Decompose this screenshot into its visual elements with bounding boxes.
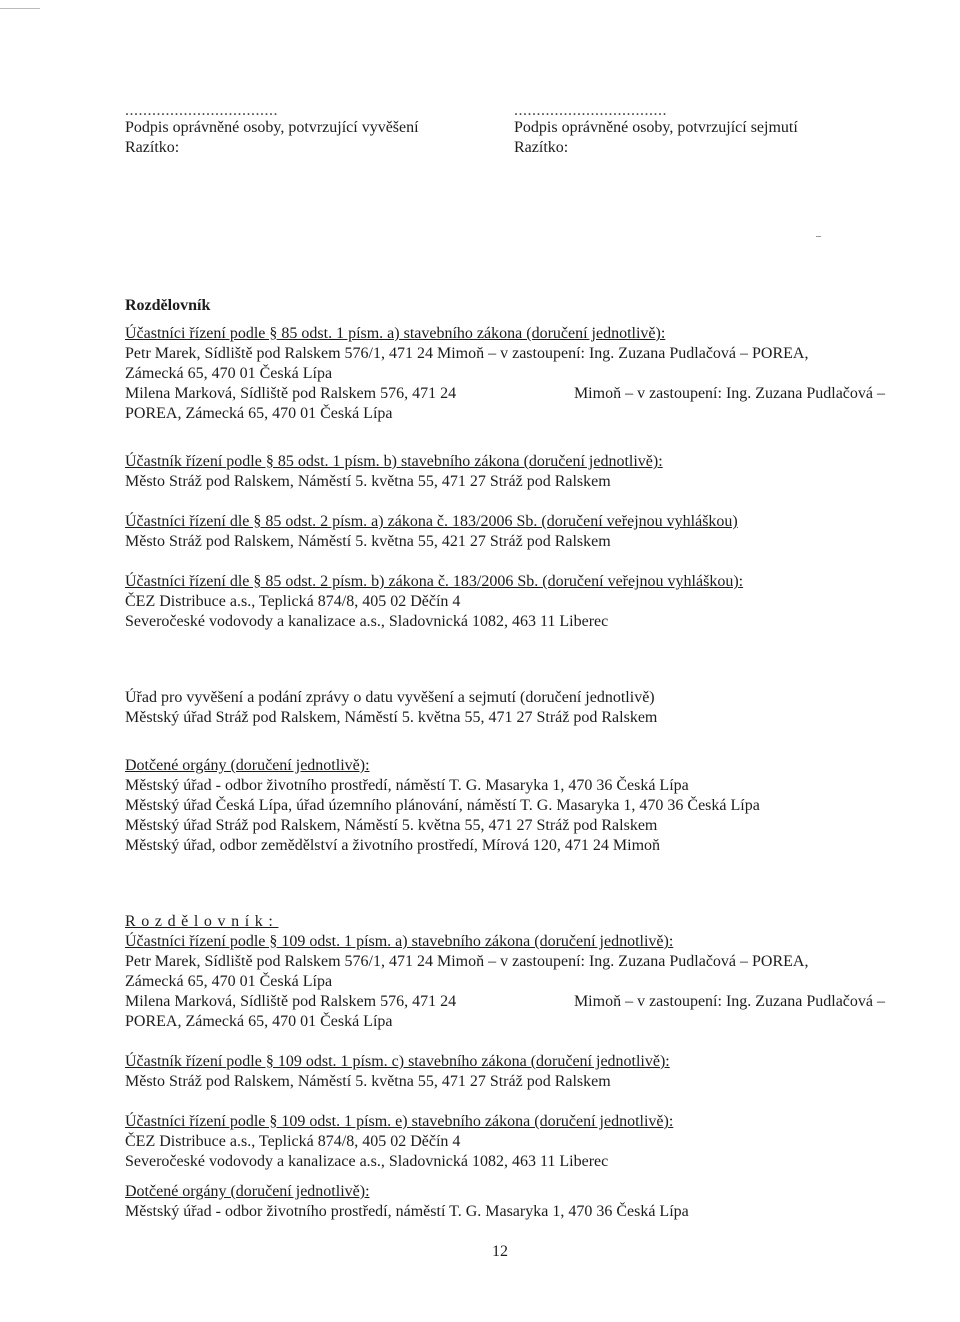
list-item: Městský úřad - odbor životního prostředí, náměstí T. G. Masaryka 1, 470 36 Česká Lípa — [125, 777, 689, 794]
section-affected-authorities — [125, 756, 885, 856]
list-item: Městský úřad Česká Lípa, úřad územního plánování, náměstí T. G. Masaryka 1, 470 36 Česká Lípa — [125, 797, 760, 814]
list-item: POREA, Zámecká 65, 470 01 Česká Lípa — [125, 405, 393, 422]
distribution-list-title: Rozdělovník — [125, 297, 211, 314]
signature-block-removal — [514, 104, 798, 158]
document-body — [125, 296, 885, 1222]
list-item — [125, 992, 885, 1012]
section-heading: Účastník řízení podle § 109 odst. 1 písm. c) stavebního zákona (doručení jednotlivě): — [125, 1053, 670, 1070]
section-heading: Účastník řízení podle § 85 odst. 1 písm. b) stavebního zákona (doručení jednotlivě): — [125, 453, 663, 470]
signature-label: Podpis oprávněné osoby, potvrzující sejmutí — [514, 119, 798, 136]
stamp-label: Razítko: — [514, 139, 569, 156]
list-item: Severočeské vodovody a kanalizace a.s., Sladovnická 1082, 463 11 Liberec — [125, 613, 609, 630]
list-item-part: Milena Marková, Sídliště pod Ralskem 576, 471 24 — [125, 993, 457, 1010]
list-item: ČEZ Distribuce a.s., Teplická 874/8, 405 02 Děčín 4 — [125, 1133, 461, 1150]
section-parties-85-2a — [125, 512, 885, 552]
list-item: Městský úřad, odbor zemědělství a životního prostředí, Mírová 120, 471 24 Mimoň — [125, 837, 661, 854]
list-item: POREA, Zámecká 65, 470 01 Česká Lípa — [125, 1013, 393, 1030]
scan-mark — [816, 236, 821, 237]
scan-edge-line — [0, 8, 40, 9]
section-affected-authorities-2 — [125, 1182, 885, 1222]
section-heading: Účastníci řízení podle § 85 odst. 1 písm. a) stavebního zákona (doručení jednotlivě): — [125, 325, 666, 342]
list-item: Městský úřad - odbor životního prostředí, náměstí T. G. Masaryka 1, 470 36 Česká Lípa — [125, 1203, 689, 1220]
section-heading: Účastníci řízení podle § 109 odst. 1 písm. e) stavebního zákona (doručení jednotlivě): — [125, 1113, 674, 1130]
list-item-part: Milena Marková, Sídliště pod Ralskem 576, 471 24 — [125, 385, 457, 402]
section-parties-85-2b — [125, 572, 885, 632]
list-item: Město Stráž pod Ralskem, Náměstí 5. května 55, 421 27 Stráž pod Ralskem — [125, 533, 611, 550]
section-party-85-1b — [125, 452, 885, 492]
signature-label: Podpis oprávněné osoby, potvrzující vyvěšení — [125, 119, 419, 136]
list-item: Severočeské vodovody a kanalizace a.s., Sladovnická 1082, 463 11 Liberec — [125, 1153, 609, 1170]
list-item: Městský úřad Stráž pod Ralskem, Náměstí 5. května 55, 471 27 Stráž pod Ralskem — [125, 709, 658, 726]
list-item: ČEZ Distribuce a.s., Teplická 874/8, 405 02 Děčín 4 — [125, 593, 461, 610]
signature-dots: .................................. — [514, 102, 667, 119]
section-parties-109-1e — [125, 1112, 885, 1172]
signature-block-posting — [125, 104, 419, 158]
list-item: Petr Marek, Sídliště pod Ralskem 576/1, 471 24 Mimoň – v zastoupení: Ing. Zuzana Pudlačová – POREA, — [125, 953, 809, 970]
section-heading: Dotčené orgány (doručení jednotlivě): — [125, 1183, 370, 1200]
section-heading: Účastníci řízení dle § 85 odst. 2 písm. a) zákona č. 183/2006 Sb. (doručení veřejnou vyhláškou) — [125, 513, 738, 530]
section-heading: Dotčené orgány (doručení jednotlivě): — [125, 757, 370, 774]
list-item: Město Stráž pod Ralskem, Náměstí 5. května 55, 471 27 Stráž pod Ralskem — [125, 1073, 611, 1090]
list-item: Město Stráž pod Ralskem, Náměstí 5. května 55, 471 27 Stráž pod Ralskem — [125, 473, 611, 490]
stamp-label: Razítko: — [125, 139, 180, 156]
section-parties-109-1a — [125, 932, 885, 1032]
list-item: Zámecká 65, 470 01 Česká Lípa — [125, 365, 333, 382]
list-item — [125, 384, 885, 404]
list-item-part: Mimoň – v zastoupení: Ing. Zuzana Pudlačová – — [573, 385, 885, 402]
signature-dots: .................................. — [125, 102, 278, 119]
section-party-109-1c — [125, 1052, 885, 1092]
distribution-list-title: Rozdělovník: — [125, 913, 279, 930]
section-heading: Účastníci řízení podle § 109 odst. 1 písm. a) stavebního zákona (doručení jednotlivě): — [125, 933, 674, 950]
list-item: Městský úřad Stráž pod Ralskem, Náměstí 5. května 55, 471 27 Stráž pod Ralskem — [125, 817, 658, 834]
section-posting-office — [125, 688, 885, 728]
list-item: Úřad pro vyvěšení a podání zprávy o datu vyvěšení a sejmutí (doručení jednotlivě) — [125, 689, 655, 706]
list-item-part: Mimoň – v zastoupení: Ing. Zuzana Pudlačová – — [573, 993, 885, 1010]
page-number: 12 — [492, 1243, 508, 1260]
section-parties-85-1a — [125, 324, 885, 424]
list-item: Petr Marek, Sídliště pod Ralskem 576/1, 471 24 Mimoň – v zastoupení: Ing. Zuzana Pudlačová – POREA, — [125, 345, 809, 362]
section-heading: Účastníci řízení dle § 85 odst. 2 písm. b) zákona č. 183/2006 Sb. (doručení veřejnou vyhláškou): — [125, 573, 744, 590]
list-item: Zámecká 65, 470 01 Česká Lípa — [125, 973, 333, 990]
